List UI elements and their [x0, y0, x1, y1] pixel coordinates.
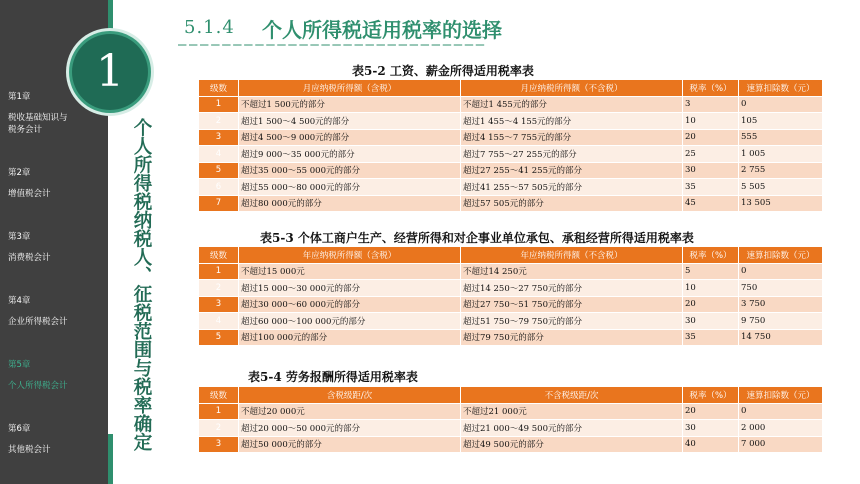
header-level: 级数	[199, 247, 239, 264]
cell-quick-deduction: 5 505	[739, 179, 823, 196]
cell-taxable-income-incl: 超过100 000元的部分	[239, 329, 461, 346]
vertical-section-title: 个人所得税纳税人、征税范围与税率确定	[131, 118, 152, 451]
chapter-nav-6[interactable]	[8, 424, 104, 456]
chapter-nav-2[interactable]	[8, 168, 104, 200]
cell-quick-deduction: 9 750	[739, 313, 823, 330]
chapter-number: 第6章	[8, 424, 31, 434]
header-taxable-income-excl: 月应纳税所得额（不含税）	[461, 80, 683, 97]
cell-taxable-income-excl: 超过79 750元的部分	[461, 329, 683, 346]
chapter-name: 个人所得税会计	[8, 381, 68, 391]
chapter-name: 企业所得税会计	[8, 317, 68, 327]
chapter-number: 第1章	[8, 92, 31, 102]
table-row	[199, 329, 823, 346]
chapter-number: 第5章	[8, 360, 31, 370]
table-row	[199, 129, 823, 146]
cell-quick-deduction: 0	[739, 263, 823, 280]
cell-tax-rate: 35	[683, 329, 739, 346]
header-quick-deduction: 速算扣除数（元）	[739, 387, 823, 404]
cell-level: 3	[199, 129, 239, 146]
cell-tax-rate: 45	[683, 195, 739, 212]
cell-level: 3	[199, 296, 239, 313]
cell-taxable-income-incl: 超过60 000～100 000元的部分	[239, 313, 461, 330]
cell-taxable-income-excl: 不超过21 000元	[461, 403, 683, 420]
chapter-name: 消费税会计	[8, 253, 51, 263]
cell-level: 7	[199, 195, 239, 212]
table-row	[199, 263, 823, 280]
table-row	[199, 96, 823, 113]
cell-level: 6	[199, 179, 239, 196]
cell-quick-deduction: 1 005	[739, 146, 823, 163]
cell-level: 4	[199, 146, 239, 163]
section-number: 5.1.4	[184, 17, 235, 38]
cell-level: 1	[199, 403, 239, 420]
cell-taxable-income-incl: 超过4 500～9 000元的部分	[239, 129, 461, 146]
header-taxable-income-excl: 年应纳税所得额（不含税）	[461, 247, 683, 264]
cell-tax-rate: 20	[683, 403, 739, 420]
table-row	[199, 436, 823, 453]
cell-taxable-income-incl: 超过20 000～50 000元的部分	[239, 420, 461, 437]
cell-tax-rate: 30	[683, 162, 739, 179]
cell-taxable-income-excl: 超过27 255～41 255元的部分	[461, 162, 683, 179]
chapter-number: 第2章	[8, 168, 31, 178]
chapter-number: 第3章	[8, 232, 31, 242]
cell-level: 1	[199, 96, 239, 113]
salary-tax-table	[198, 79, 823, 212]
cell-taxable-income-incl: 超过55 000～80 000元的部分	[239, 179, 461, 196]
cell-taxable-income-incl: 不超过15 000元	[239, 263, 461, 280]
cell-tax-rate: 10	[683, 280, 739, 297]
cell-quick-deduction: 2 755	[739, 162, 823, 179]
cell-quick-deduction: 14 750	[739, 329, 823, 346]
chapter-nav-3[interactable]	[8, 232, 104, 264]
cell-taxable-income-incl: 不超过1 500元的部分	[239, 96, 461, 113]
chapter-badge	[72, 34, 148, 110]
cell-taxable-income-incl: 超过30 000～60 000元的部分	[239, 296, 461, 313]
cell-tax-rate: 20	[683, 129, 739, 146]
table-row	[199, 296, 823, 313]
cell-tax-rate: 25	[683, 146, 739, 163]
cell-tax-rate: 3	[683, 96, 739, 113]
cell-taxable-income-incl: 不超过20 000元	[239, 403, 461, 420]
cell-level: 2	[199, 280, 239, 297]
table-header-row	[199, 247, 823, 264]
labor-remuneration-tax-table	[198, 386, 823, 453]
table-header-row	[199, 80, 823, 97]
business-income-tax-table	[198, 246, 823, 346]
cell-quick-deduction: 3 750	[739, 296, 823, 313]
cell-taxable-income-incl: 超过9 000～35 000元的部分	[239, 146, 461, 163]
table-row	[199, 113, 823, 130]
cell-level: 2	[199, 420, 239, 437]
cell-taxable-income-incl: 超过1 500～4 500元的部分	[239, 113, 461, 130]
chapter-nav-4[interactable]	[8, 296, 104, 328]
header-taxable-income-incl: 年应纳税所得额（含税）	[239, 247, 461, 264]
cell-level: 5	[199, 329, 239, 346]
cell-tax-rate: 35	[683, 179, 739, 196]
cell-taxable-income-excl: 不超过1 455元的部分	[461, 96, 683, 113]
header-tax-rate: 税率（%）	[683, 387, 739, 404]
cell-level: 4	[199, 313, 239, 330]
cell-tax-rate: 40	[683, 436, 739, 453]
cell-level: 5	[199, 162, 239, 179]
table3-caption: 表5-4 劳务报酬所得适用税率表	[248, 370, 418, 384]
header-level: 级数	[199, 387, 239, 404]
cell-tax-rate: 5	[683, 263, 739, 280]
header-tax-rate: 税率（%）	[683, 80, 739, 97]
header-taxable-income-incl: 含税级距/次	[239, 387, 461, 404]
chapter-number: 第4章	[8, 296, 31, 306]
table-header-row	[199, 387, 823, 404]
cell-tax-rate: 20	[683, 296, 739, 313]
cell-taxable-income-excl: 超过27 750～51 750元的部分	[461, 296, 683, 313]
cell-quick-deduction: 2 000	[739, 420, 823, 437]
cell-taxable-income-excl: 不超过14 250元	[461, 263, 683, 280]
cell-taxable-income-excl: 超过49 500元的部分	[461, 436, 683, 453]
chapter-name: 税收基础知识与税务会计	[8, 113, 68, 135]
header-taxable-income-excl: 不含税级距/次	[461, 387, 683, 404]
header-level: 级数	[199, 80, 239, 97]
cell-quick-deduction: 0	[739, 403, 823, 420]
cell-tax-rate: 30	[683, 420, 739, 437]
table1-caption: 表5-2 工资、薪金所得适用税率表	[352, 64, 534, 78]
cell-quick-deduction: 750	[739, 280, 823, 297]
cell-taxable-income-excl: 超过21 000～49 500元的部分	[461, 420, 683, 437]
chapter-badge-number: 1	[96, 46, 124, 97]
cell-quick-deduction: 13 505	[739, 195, 823, 212]
header-quick-deduction: 速算扣除数（元）	[739, 80, 823, 97]
cell-taxable-income-excl: 超过57 505元的部分	[461, 195, 683, 212]
cell-level: 1	[199, 263, 239, 280]
cell-taxable-income-incl: 超过50 000元的部分	[239, 436, 461, 453]
chapter-name: 增值税会计	[8, 189, 51, 199]
cell-level: 3	[199, 436, 239, 453]
cell-taxable-income-incl: 超过80 000元的部分	[239, 195, 461, 212]
cell-taxable-income-excl: 超过41 255～57 505元的部分	[461, 179, 683, 196]
cell-taxable-income-incl: 超过35 000～55 000元的部分	[239, 162, 461, 179]
section-title: 个人所得税适用税率的选择	[262, 18, 502, 42]
cell-level: 2	[199, 113, 239, 130]
cell-taxable-income-excl: 超过4 155～7 755元的部分	[461, 129, 683, 146]
cell-taxable-income-excl: 超过51 750～79 750元的部分	[461, 313, 683, 330]
cell-taxable-income-excl: 超过1 455～4 155元的部分	[461, 113, 683, 130]
cell-taxable-income-incl: 超过15 000～30 000元的部分	[239, 280, 461, 297]
cell-quick-deduction: 105	[739, 113, 823, 130]
table-row	[199, 195, 823, 212]
chapter-name: 其他税会计	[8, 445, 51, 455]
header-tax-rate: 税率（%）	[683, 247, 739, 264]
chapter-nav-5-active[interactable]	[8, 360, 104, 392]
accent-bar-bottom	[108, 434, 113, 484]
table-row	[199, 420, 823, 437]
cell-taxable-income-excl: 超过14 250～27 750元的部分	[461, 280, 683, 297]
cell-quick-deduction: 7 000	[739, 436, 823, 453]
cell-taxable-income-excl: 超过7 755～27 255元的部分	[461, 146, 683, 163]
table2-caption: 表5-3 个体工商户生产、经营所得和对企事业单位承包、承租经营所得适用税率表	[260, 231, 694, 245]
table-row	[199, 280, 823, 297]
header-quick-deduction: 速算扣除数（元）	[739, 247, 823, 264]
table-row	[199, 162, 823, 179]
header-taxable-income-incl: 月应纳税所得额（含税）	[239, 80, 461, 97]
cell-tax-rate: 10	[683, 113, 739, 130]
table-row	[199, 403, 823, 420]
cell-quick-deduction: 555	[739, 129, 823, 146]
table-row	[199, 179, 823, 196]
title-dash-divider: ————————————————————————————	[178, 37, 487, 53]
cell-tax-rate: 30	[683, 313, 739, 330]
table-row	[199, 146, 823, 163]
table-row	[199, 313, 823, 330]
cell-quick-deduction: 0	[739, 96, 823, 113]
